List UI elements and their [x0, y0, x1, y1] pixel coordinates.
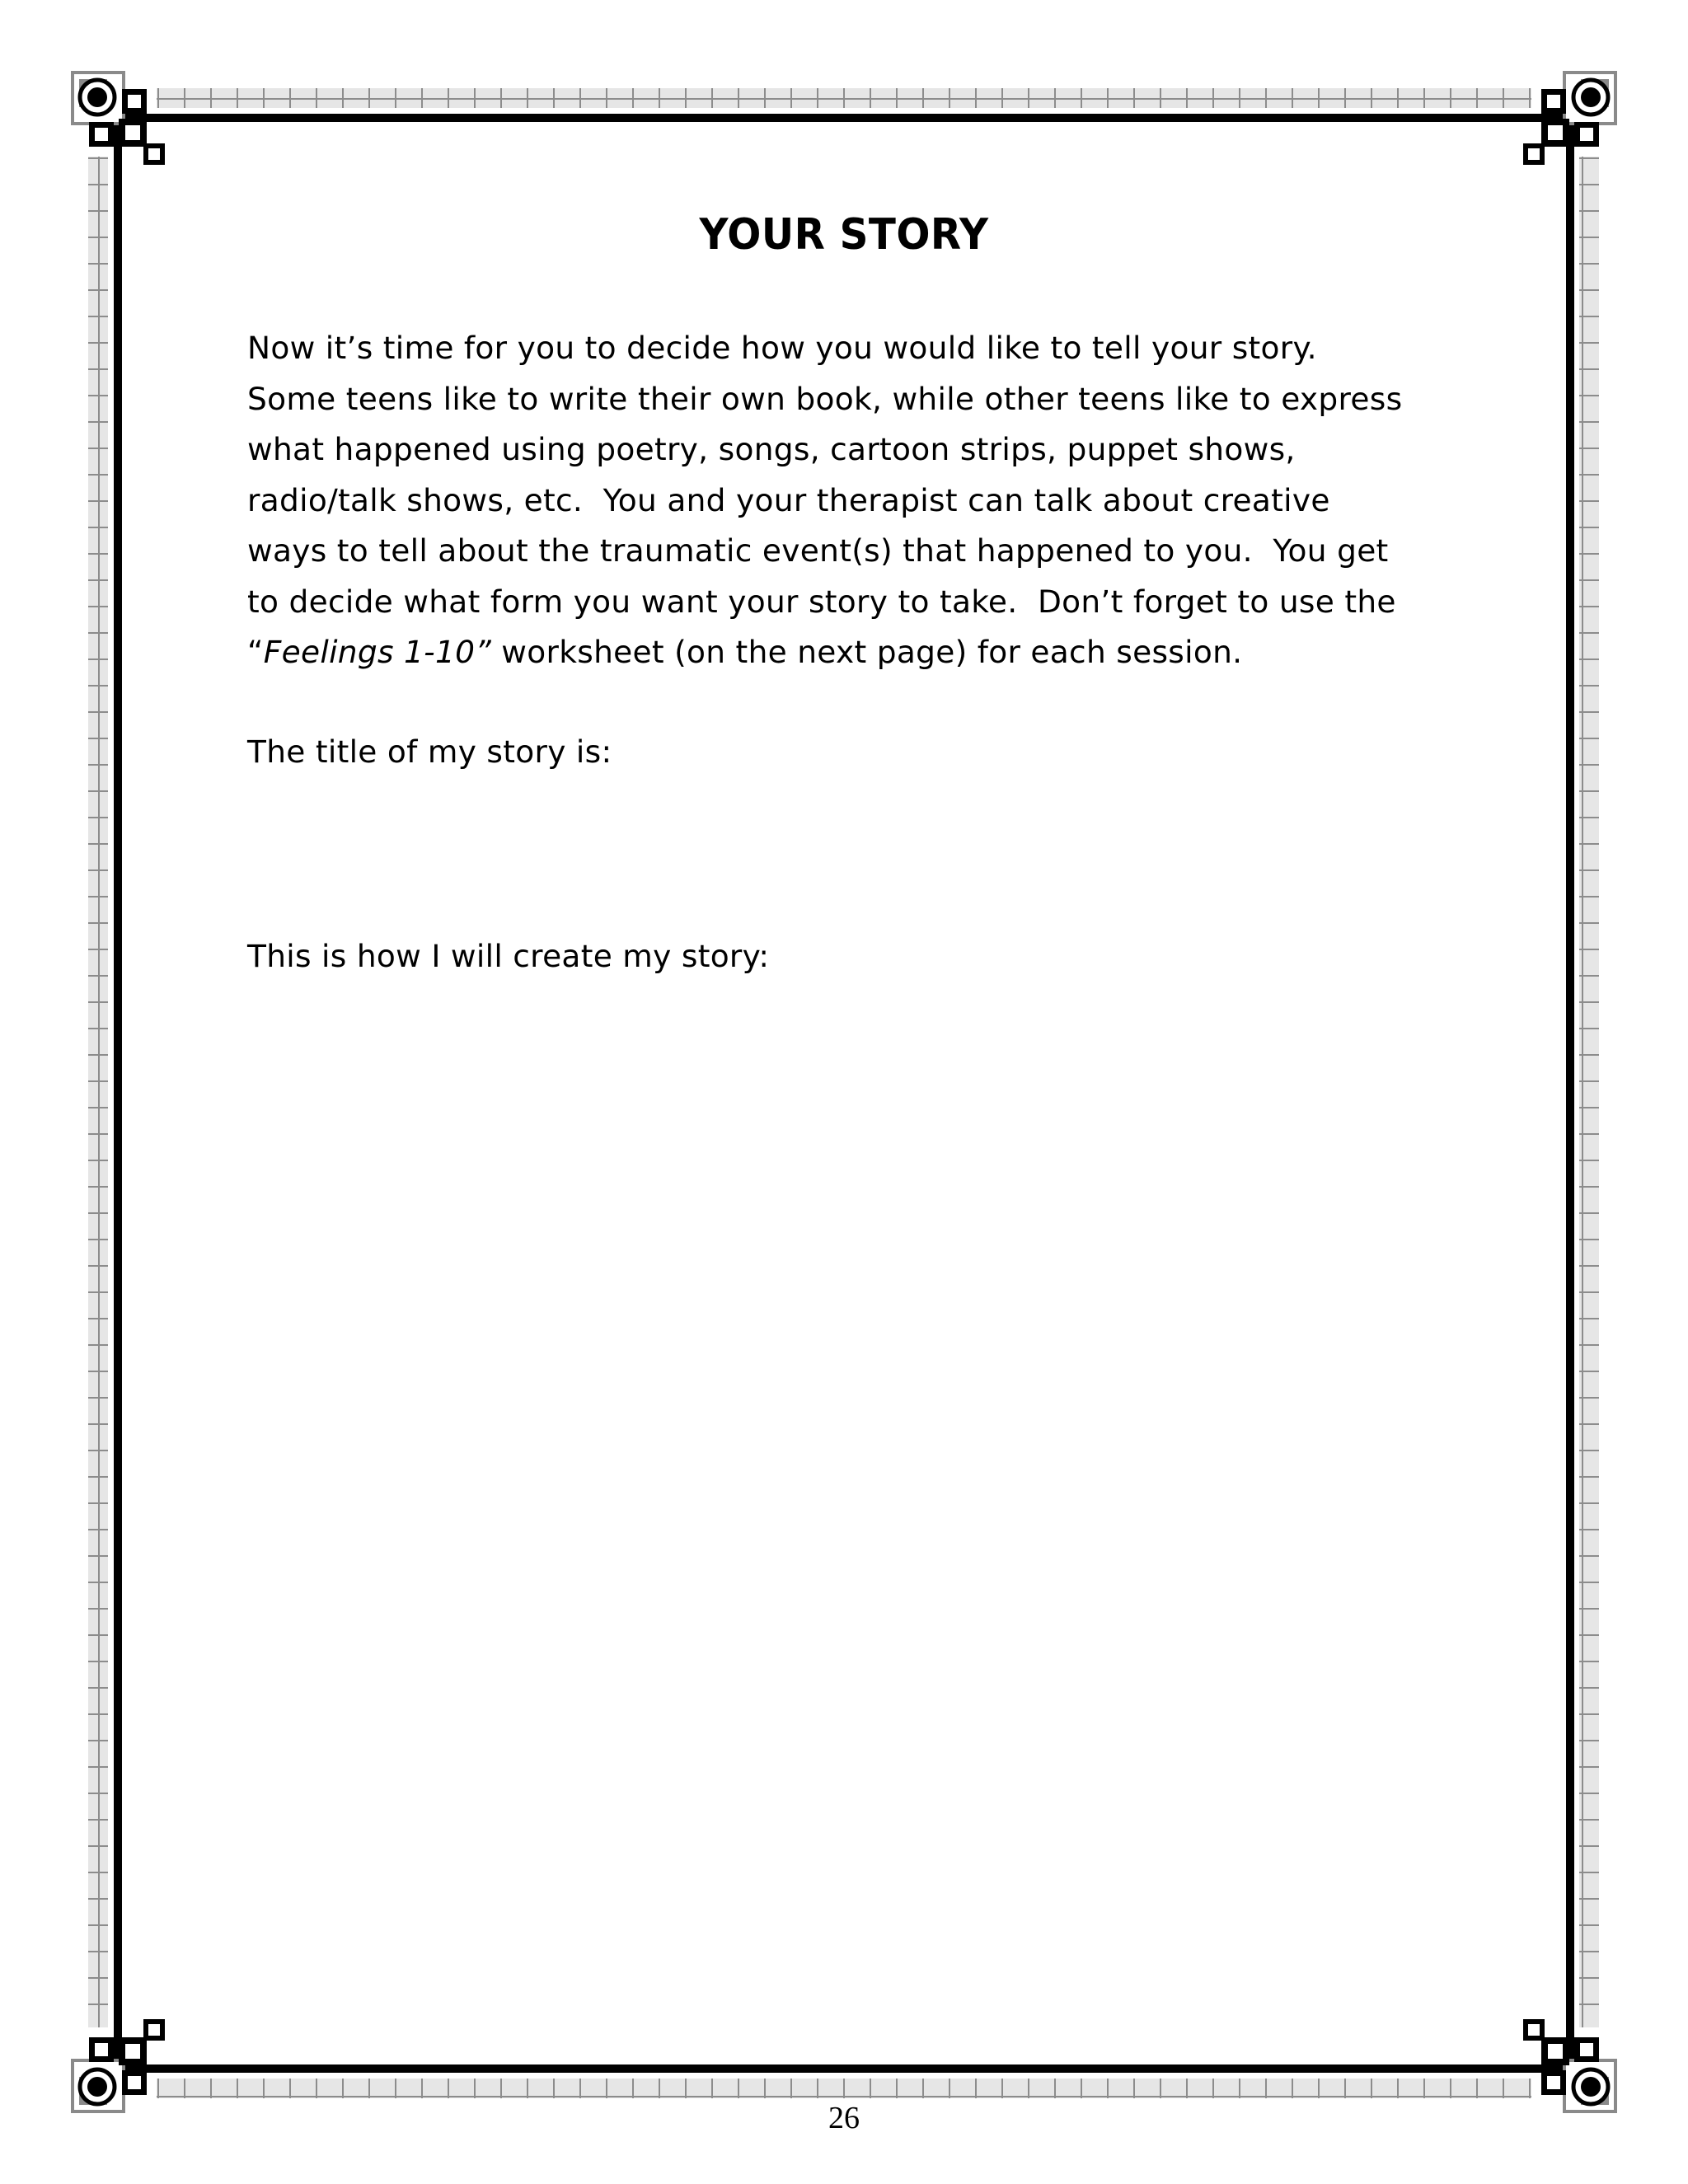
intro-line-last: [247, 627, 1459, 678]
intro-line: Now it’s time for you to decide how you would like to tell your story.: [247, 330, 1317, 366]
worksheet-reference: Feelings 1-10”: [263, 634, 492, 670]
intro-line: what happened using poetry, songs, cartoon strips, puppet shows,: [247, 431, 1296, 467]
intro-line: radio/talk shows, etc. You and your therapist can talk about creative: [247, 481, 1330, 518]
title-prompt: The title of my story is:: [247, 733, 612, 770]
page-title: YOUR STORY: [699, 210, 989, 260]
intro-line: Some teens like to write their own book, while other teens like to express: [247, 380, 1403, 417]
intro-line-rest: worksheet (on the next page) for each session.: [491, 634, 1243, 670]
intro-line: to decide what form you want your story to take. Don’t forget to use the: [247, 583, 1396, 620]
left-tile-strip: [88, 157, 108, 2027]
create-prompt: This is how I will create my story:: [247, 938, 770, 974]
bottom-tile-strip: [157, 2079, 1531, 2098]
intro-paragraph: [247, 323, 1459, 678]
top-tile-strip: [157, 88, 1531, 108]
intro-line: ways to tell about the traumatic event(s) that happened to you. You get: [247, 532, 1389, 569]
right-tile-strip: [1579, 157, 1599, 2027]
quote-mark: “: [247, 634, 264, 670]
page-number: 26: [828, 2101, 860, 2135]
